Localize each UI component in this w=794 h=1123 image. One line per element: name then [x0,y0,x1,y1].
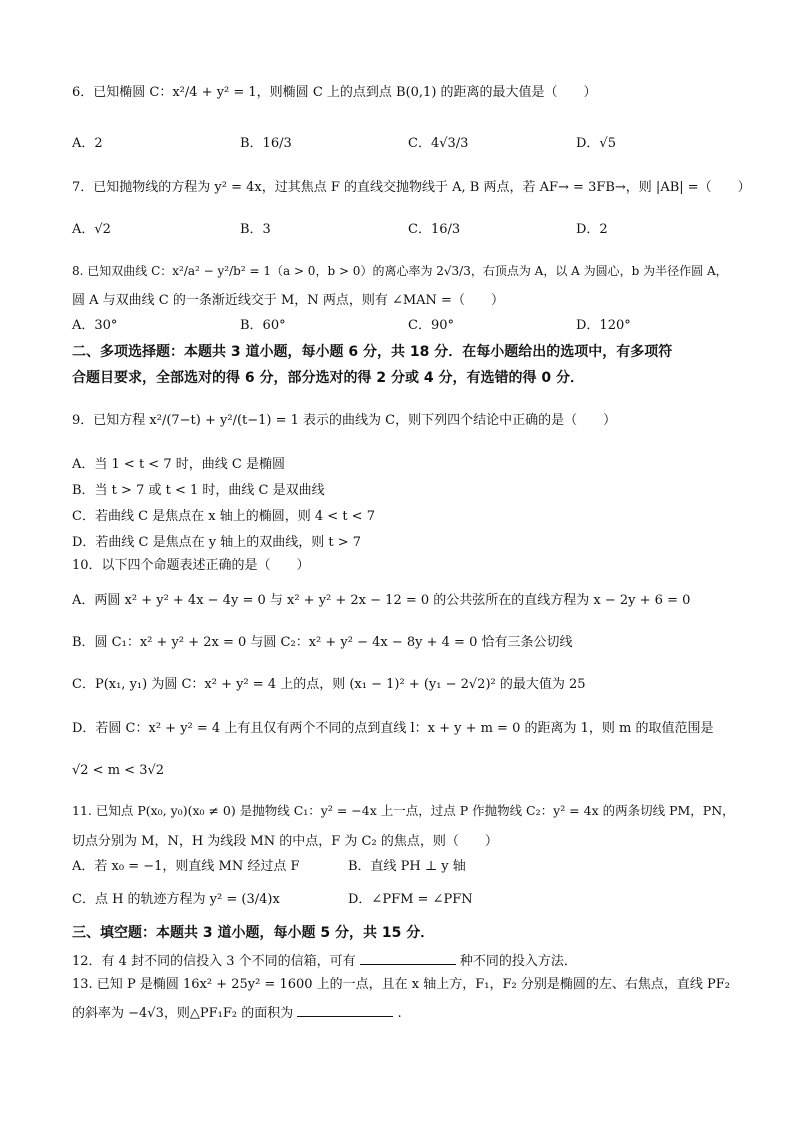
q10-option-c: C．P(x₁, y₁) 为圆 C：x² + y² = 4 上的点，则 (x₁ − 1)² + (y₁ − 2√2)² 的最大值为 25 [72,677,586,692]
q8-option-c: C．90° [408,318,454,333]
q13-text-after: . [397,1006,402,1021]
q13-answer-blank[interactable] [297,1002,393,1017]
q11-stem-line-2: 切点分别为 M，N，H 为线段 MN 的中点，F 为 C₂ 的焦点，则（ ） [72,834,498,849]
q12 [72,950,577,971]
q9-option-b: B．当 t > 7 或 t < 1 时，曲线 C 是双曲线 [72,483,325,498]
q6-options [72,134,732,154]
q7-option-a: A．√2 [72,222,111,237]
q11-option-b: B．直线 PH ⊥ y 轴 [348,859,466,874]
q6-option-d: D．√5 [576,136,616,151]
q11-option-c: C．点 H 的轨迹方程为 y² = (3/4)x [72,892,280,907]
q13-line-1: 13. 已知 P 是椭圆 16x² + 25y² = 1600 上的一点，且在 x 轴上方，F₁，F₂ 分别是椭圆的左、右焦点，直线 PF₂ [72,977,730,992]
q13-text-before: 的斜率为 −4√3，则△PF₁F₂ 的面积为 [72,1006,294,1021]
q6-stem: 6．已知椭圆 C：x²/4 + y² = 1，则椭圆 C 上的点到点 B(0,1) 的距离的最大值是（ ） [72,85,597,100]
q11-stem-line-1: 11. 已知点 P(x₀, y₀)(x₀ ≠ 0) 是抛物线 C₁：y² = −4x 上一点，过点 P 作抛物线 C₂：y² = 4x 的两条切线 PM，PN， [72,803,735,818]
section-3-heading: 三、填空题：本题共 3 道小题，每小题 5 分，共 15 分． [72,925,435,941]
q12-text-after: 种不同的投入方法． [459,954,577,969]
q12-text-before: 12．有 4 封不同的信投入 3 个不同的信箱，可有 [72,954,356,969]
q7-option-b: B．3 [240,222,271,237]
q8-options [72,316,732,336]
q8-stem-line-1: 8. 已知双曲线 C：x²/a² − y²/b² = 1（a > 0，b > 0）的离心率为 2√3/3，右顶点为 A，以 A 为圆心，b 为半径作圆 A， [72,264,728,278]
q12-answer-blank[interactable] [360,950,456,965]
q6-option-b: B．16/3 [240,136,292,151]
q6-option-c: C．4√3/3 [408,136,469,151]
q8-stem-line-2: 圆 A 与双曲线 C 的一条渐近线交于 M，N 两点，则有 ∠MAN =（ ） [72,293,504,308]
q7-option-d: D．2 [576,222,608,237]
q9-stem: 9．已知方程 x²/(7−t) + y²/(t−1) = 1 表示的曲线为 C，则下列四个结论中正确的是（ ） [72,413,617,428]
q8-option-a: A．30° [72,318,118,333]
q10-stem: 10．以下四个命题表述正确的是（ ） [72,558,310,573]
q8-option-d: D．120° [576,318,631,333]
q10-option-b: B．圆 C₁：x² + y² + 2x = 0 与圆 C₂：x² + y² − 4x − 8y + 4 = 0 恰有三条公切线 [72,635,573,650]
section-2-heading-line-1: 二、多项选择题：本题共 3 道小题，每小题 6 分，共 18 分．在每小题给出的选项中，有多项符 [72,344,673,360]
q10-option-d-line-1: D．若圆 C：x² + y² = 4 上有且仅有两个不同的点到直线 l：x + y + m = 0 的距离为 1，则 m 的取值范围是 [72,721,714,736]
q9-option-c: C．若曲线 C 是焦点在 x 轴上的椭圆，则 4 < t < 7 [72,509,375,524]
q6-option-a: A．2 [72,136,103,151]
q10-option-d-line-2: √2 < m < 3√2 [72,763,165,778]
q11-option-a: A．若 x₀ = −1，则直线 MN 经过点 F [72,859,300,874]
q11-option-d: D．∠PFM = ∠PFN [348,892,473,907]
q9-option-a: A．当 1 < t < 7 时，曲线 C 是椭圆 [72,457,285,472]
q9-option-d: D．若曲线 C 是焦点在 y 轴上的双曲线，则 t > 7 [72,535,362,550]
q7-option-c: C．16/3 [408,222,461,237]
q13-line-2 [72,1002,402,1023]
q7-stem: 7．已知抛物线的方程为 y² = 4x，过其焦点 F 的直线交抛物线于 A, B 两点，若 AF→ = 3FB→，则 |AB| =（ ） [72,180,751,195]
section-2-heading-line-2: 合题目要求，全部选对的得 6 分，部分选对的得 2 分或 4 分，有选错的得 0 分． [72,370,584,386]
q10-option-a: A．两圆 x² + y² + 4x − 4y = 0 与 x² + y² + 2x − 12 = 0 的公共弦所在的直线方程为 x − 2y + 6 = 0 [72,593,691,608]
q7-options [72,220,732,240]
q8-option-b: B．60° [240,318,286,333]
